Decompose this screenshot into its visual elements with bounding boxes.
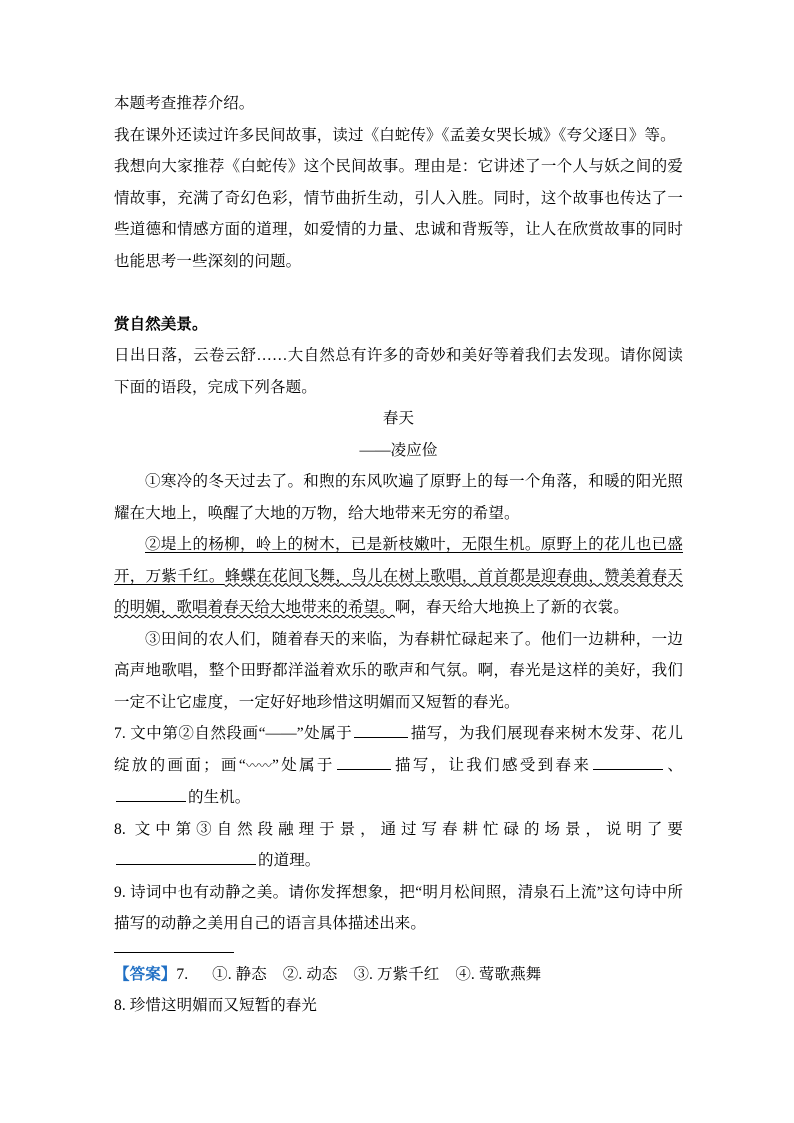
document-body bbox=[114, 88, 683, 1022]
question-7-text-5: 、 bbox=[665, 756, 683, 774]
answer-separator-rule bbox=[114, 952, 234, 953]
answer-7-value-1: 静态 bbox=[235, 965, 267, 983]
question-8-number: 8. bbox=[114, 820, 126, 838]
question-7-text-6: 的生机。 bbox=[188, 789, 251, 806]
question-9-number: 9. bbox=[114, 883, 126, 901]
answer-line-8: 8. 珍惜这明媚而又短暂的春光 bbox=[114, 997, 318, 1014]
passage-title: 春天 bbox=[382, 410, 415, 427]
answer-7-number: 7. bbox=[176, 965, 189, 983]
passage-paragraph-2-tail: 啊，春天给大地换上了新的衣裳。 bbox=[394, 599, 629, 616]
wavy-mark-icon: 〰〰 bbox=[245, 758, 273, 774]
question-8-text-1: 文中第③自然段融理于景，通过写春耕忙碌的场景，说明了要 bbox=[134, 820, 684, 838]
answer-line-7 bbox=[114, 959, 683, 991]
answer-7-marker-1: ①. bbox=[212, 965, 232, 983]
question-7-text-4: 描写，让我们感受到春来 bbox=[392, 756, 592, 774]
passage-dynamic-description-wavy-underline: 蜂蝶在花间飞舞，鸟儿在树上歌唱，首首都是迎春曲，赞美着春天的明媚，歌唱着春天给大地带来的希望。 bbox=[114, 567, 684, 616]
question-7 bbox=[114, 718, 683, 814]
passage-static-description-underline: ②堤上的杨柳，岭上的树木，已是新枝嫩叶，无限生机。原野上的花儿也已盛开，万紫千红。 bbox=[114, 536, 683, 585]
answer-7-marker-4: ④. bbox=[455, 965, 475, 983]
question-8-text-2: 的道理。 bbox=[258, 852, 321, 869]
passage-paragraph-1: ①寒冷的冬天过去了。和煦的东风吹遍了原野上的每一个角落，和暖的阳光照耀在大地上，唤醒了大地的万物，给大地带来无穷的希望。 bbox=[114, 473, 683, 522]
passage-paragraph-3: ③田间的农人们，随着春天的来临，为春耕忙碌起来了。他们一边耕种，一边高声地歌唱，整个田野都洋溢着欢乐的歌声和气氛。啊，春光是这样的美好，我们一定不让它虚度，一定好好地珍惜这明媚而又短暂的春光。 bbox=[114, 630, 683, 711]
answer-7-value-2: 动态 bbox=[306, 965, 338, 983]
question-7-text-3: ”处属于 bbox=[272, 756, 335, 774]
intro-section-gap bbox=[114, 277, 683, 309]
question-8 bbox=[114, 814, 683, 877]
passage-author: ——凌应俭 bbox=[359, 441, 438, 459]
answer-7-marker-3: ③. bbox=[353, 965, 374, 983]
question-7-blank-3[interactable] bbox=[593, 753, 663, 770]
answer-tag-label: 【答案】 bbox=[114, 965, 177, 983]
section-heading: 赏自然美景。 bbox=[114, 315, 208, 333]
question-8-blank-1[interactable] bbox=[116, 849, 256, 866]
intro-line-1: 本题考查推荐介绍。 bbox=[114, 95, 255, 112]
question-7-blank-2[interactable] bbox=[337, 753, 391, 770]
answer-7-value-3: 万紫千红 bbox=[377, 965, 440, 983]
intro-line-3: 我想向大家推荐《白蛇传》这个民间故事。理由是：它讲述了一个人与妖之间的爱情故事，充满了奇幻色彩，情节曲折生动，引人入胜。同时，这个故事也传达了一些道德和情感方面的道理，如爱情的力量、忠诚和背叛等，让人在欣赏故事的同时也能思考一些深刻的问题。 bbox=[114, 158, 683, 270]
answer-7-value-4: 莺歌燕舞 bbox=[478, 965, 542, 983]
question-9-text: 诗词中也有动静之美。请你发挥想象，把“明月松间照，清泉石上流”这句诗中所描写的动静之美用自己的语言具体描述出来。 bbox=[114, 883, 683, 932]
question-7-blank-1[interactable] bbox=[354, 722, 408, 739]
answer-7-marker-2: ②. bbox=[282, 965, 303, 983]
question-7-number: 7. bbox=[114, 725, 126, 742]
question-7-text-2: 描写，为我们展现春来树木发芽、花儿绽放的画面；画“ bbox=[114, 725, 684, 774]
question-7-blank-4[interactable] bbox=[116, 786, 186, 803]
question-9 bbox=[114, 877, 683, 940]
section-lead-text: 日出日落，云卷云舒……大自然总有许多的奇妙和美好等着我们去发现。请你阅读下面的语段，完成下列各题。 bbox=[114, 347, 683, 396]
question-7-text-1: 文中第②自然段画“——”处属于 bbox=[130, 725, 353, 742]
intro-line-2: 我在课外还读过许多民间故事，读过《白蛇传》《孟姜女哭长城》《夸父逐日》等。 bbox=[114, 126, 676, 144]
passage-paragraph-2 bbox=[114, 529, 683, 624]
